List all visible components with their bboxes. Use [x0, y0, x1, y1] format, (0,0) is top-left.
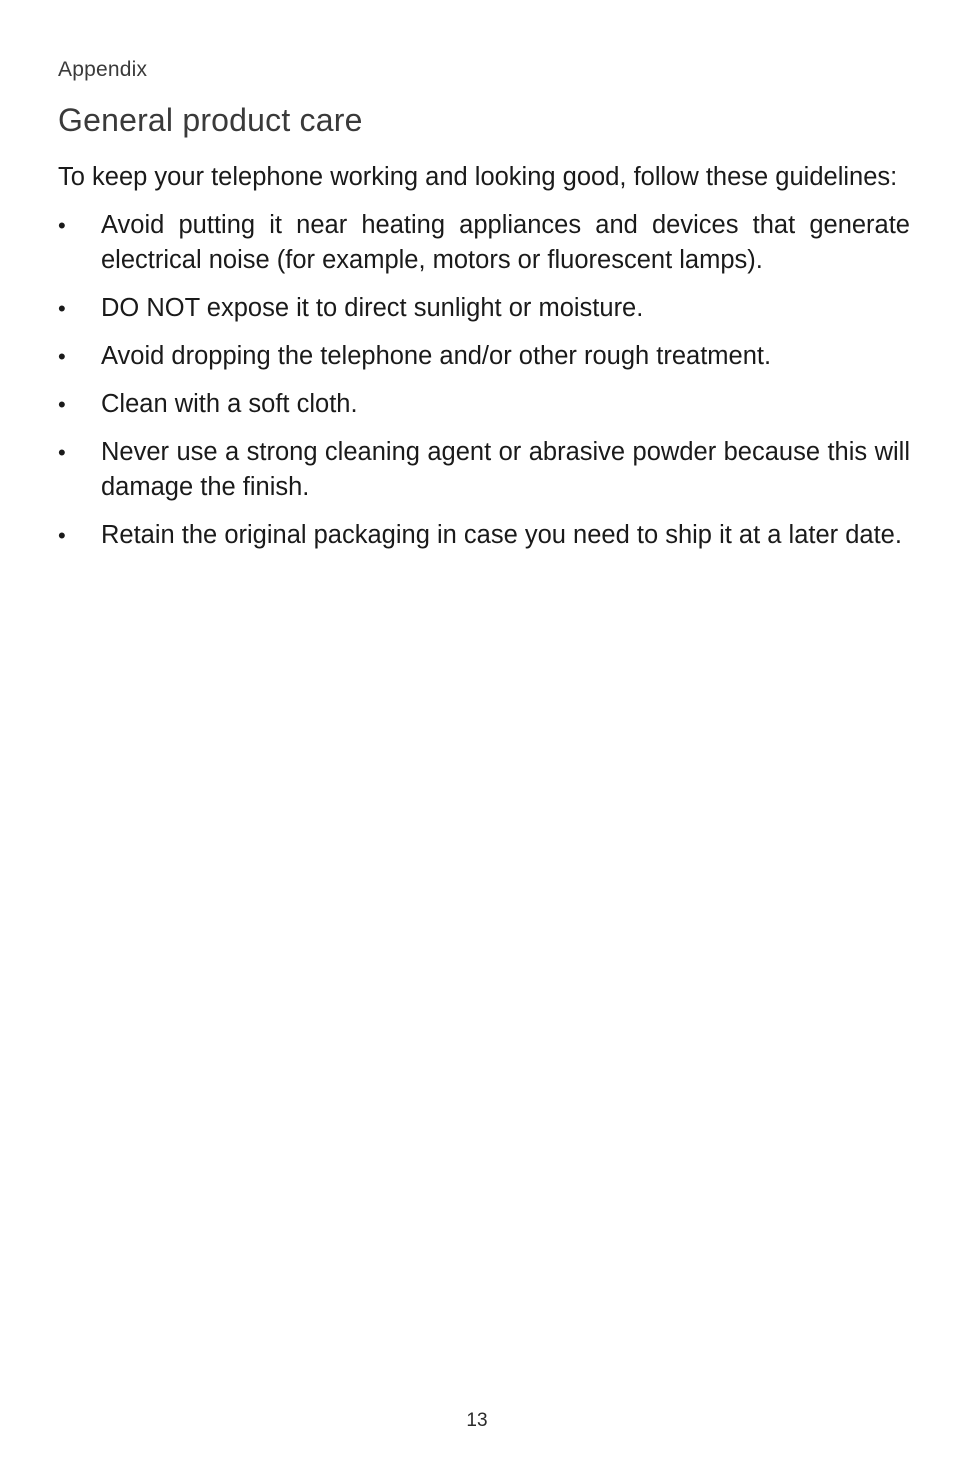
section-label: Appendix	[58, 58, 148, 81]
bullet-icon: •	[58, 344, 66, 369]
bullet-icon: •	[58, 523, 66, 548]
guidelines-list	[58, 208, 910, 553]
list-item	[58, 339, 910, 374]
bullet-icon: •	[58, 440, 66, 465]
list-item	[58, 387, 910, 422]
list-item	[58, 518, 910, 553]
intro-paragraph: To keep your telephone working and looking good, follow these guidelines:	[58, 163, 898, 191]
list-item-text: Never use a strong cleaning agent or abrasive powder because this will damage the finish.	[101, 438, 910, 501]
list-item-text: Retain the original packaging in case you need to ship it at a later date.	[101, 521, 902, 549]
list-item-text: Clean with a soft cloth.	[101, 390, 358, 418]
page-title: General product care	[58, 102, 363, 138]
list-item-text: Avoid putting it near heating appliances and devices that generate electrical noise (for example, motors or fluorescent lamps).	[101, 211, 910, 274]
list-item	[58, 291, 910, 326]
content-body	[58, 160, 910, 566]
bullet-icon: •	[58, 296, 66, 321]
bullet-icon: •	[58, 392, 66, 417]
bullet-icon: •	[58, 213, 66, 238]
list-item	[58, 208, 910, 278]
list-item-text: Avoid dropping the telephone and/or other rough treatment.	[101, 342, 772, 370]
list-item-text: DO NOT expose it to direct sunlight or moisture.	[101, 294, 644, 322]
page-number: 13	[466, 1410, 488, 1431]
list-item	[58, 435, 910, 505]
